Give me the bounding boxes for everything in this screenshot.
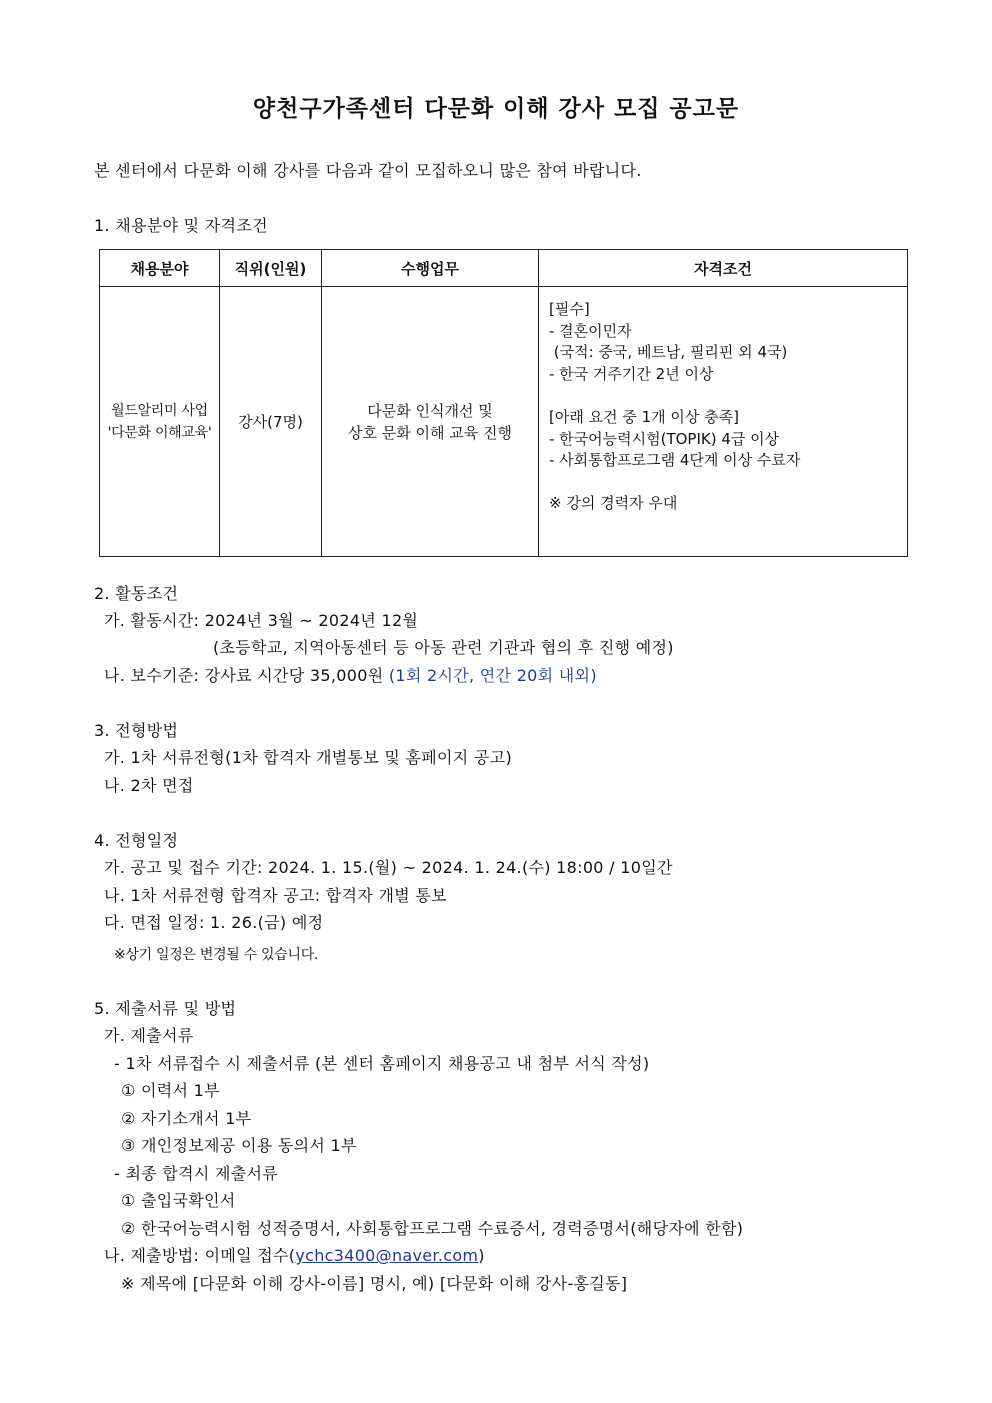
schedule-note: ※상기 일정은 변경될 수 있습니다.: [114, 947, 319, 963]
documents-final: - 최종 합격시 제출서류: [114, 1164, 279, 1183]
section-5-heading: 5. 제출서류 및 방법: [94, 999, 237, 1018]
activity-period-note: (초등학교, 지역아동센터 등 아동 관련 기관과 협의 후 진행 예정): [213, 638, 674, 657]
schedule-application: 가. 공고 및 접수 기간: 2024. 1. 15.(월) ~ 2024. 1. 24.(수) 18:00 / 10일간: [104, 858, 673, 877]
submission-method-close: ): [478, 1246, 485, 1265]
table-header-row: [100, 250, 908, 287]
qual-item: - 사회통합프로그램 4단계 이상 수료자: [549, 451, 801, 470]
schedule-first-result: 나. 1차 서류전형 합격자 공고: 합격자 개별 통보: [104, 886, 447, 905]
cell-duty: [322, 287, 539, 557]
cell-position: 강사(7명): [220, 287, 322, 557]
document-item: ① 이력서 1부: [121, 1081, 220, 1100]
qual-preference: ※ 강의 경력자 우대: [549, 494, 678, 513]
qual-item: - 한국어능력시험(TOPIK) 4급 이상: [549, 429, 780, 448]
qual-required-label: [필수]: [549, 300, 590, 318]
field-line-1: 월드알리미 사업: [111, 402, 208, 419]
submission-method: [104, 1245, 485, 1267]
documents-heading: 가. 제출서류: [104, 1026, 194, 1045]
qual-optional-label: [아래 요건 중 1개 이상 충족]: [549, 407, 739, 426]
header-duty: 수행업무: [322, 250, 539, 287]
header-field: 채용분야: [100, 250, 220, 287]
submission-subject-note: ※ 제목에 [다문화 이해 강사-이름] 명시, 예) [다문화 이해 강사-홍길동]: [121, 1274, 628, 1293]
duty-line-1: 다문화 인식개선 및: [367, 401, 493, 420]
section-2-heading: 2. 활동조건: [94, 584, 179, 603]
section-3-heading: 3. 전형방법: [94, 721, 179, 740]
section-1-heading: 1. 채용분야 및 자격조건: [94, 216, 268, 235]
qual-item: - 결혼이민자: [549, 321, 632, 340]
qual-spacer: [549, 472, 907, 494]
document-item: ① 출입국확인서: [121, 1191, 236, 1210]
selection-step-2: 나. 2차 면접: [104, 776, 194, 795]
table-row: [100, 287, 908, 557]
section-4-heading: 4. 전형일정: [94, 831, 179, 850]
document-item: ② 한국어능력시험 성적증명서, 사회통합프로그램 수료증서, 경력증명서(해당자에 한함): [121, 1219, 744, 1238]
cell-qualification: [539, 287, 908, 557]
schedule-interview: 다. 면접 일정: 1. 26.(금) 예정: [104, 913, 324, 932]
qual-item: - 한국 거주기간 2년 이상: [549, 364, 714, 383]
recruitment-table: [99, 249, 908, 557]
submission-method-text: 나. 제출방법: 이메일 접수(: [104, 1246, 296, 1265]
document-item: ② 자기소개서 1부: [121, 1109, 252, 1128]
pay-standard-text: 나. 보수기준: 강사료 시간당 35,000원: [104, 666, 384, 685]
qual-spacer: [549, 385, 907, 407]
pay-standard-note: (1회 2시간, 연간 20회 내외): [388, 666, 597, 685]
header-position: 직위(인원): [220, 250, 322, 287]
intro-text: 본 센터에서 다문화 이해 강사를 다음과 같이 모집하오니 많은 참여 바랍니다.: [94, 161, 642, 180]
documents-first-round: - 1차 서류접수 시 제출서류 (본 센터 홈페이지 채용공고 내 첨부 서식 작성): [114, 1054, 650, 1073]
document-item: ③ 개인정보제공 이용 동의서 1부: [121, 1136, 357, 1155]
field-line-2: '다문화 이해교육': [107, 424, 212, 441]
qual-item: (국적: 중국, 베트남, 필리핀 외 4국): [549, 343, 788, 362]
page-title: 양천구가족센터 다문화 이해 강사 모집 공고문: [252, 96, 740, 122]
selection-step-1: 가. 1차 서류전형(1차 합격자 개별통보 및 홈페이지 공고): [104, 748, 513, 767]
activity-period: 가. 활동시간: 2024년 3월 ~ 2024년 12월: [104, 611, 419, 630]
pay-standard: [104, 665, 597, 687]
header-qualification: 자격조건: [539, 250, 908, 287]
duty-line-2: 상호 문화 이해 교육 진행: [348, 423, 512, 442]
email-link[interactable]: ychc3400@naver.com: [295, 1246, 479, 1265]
cell-field: [100, 287, 220, 557]
